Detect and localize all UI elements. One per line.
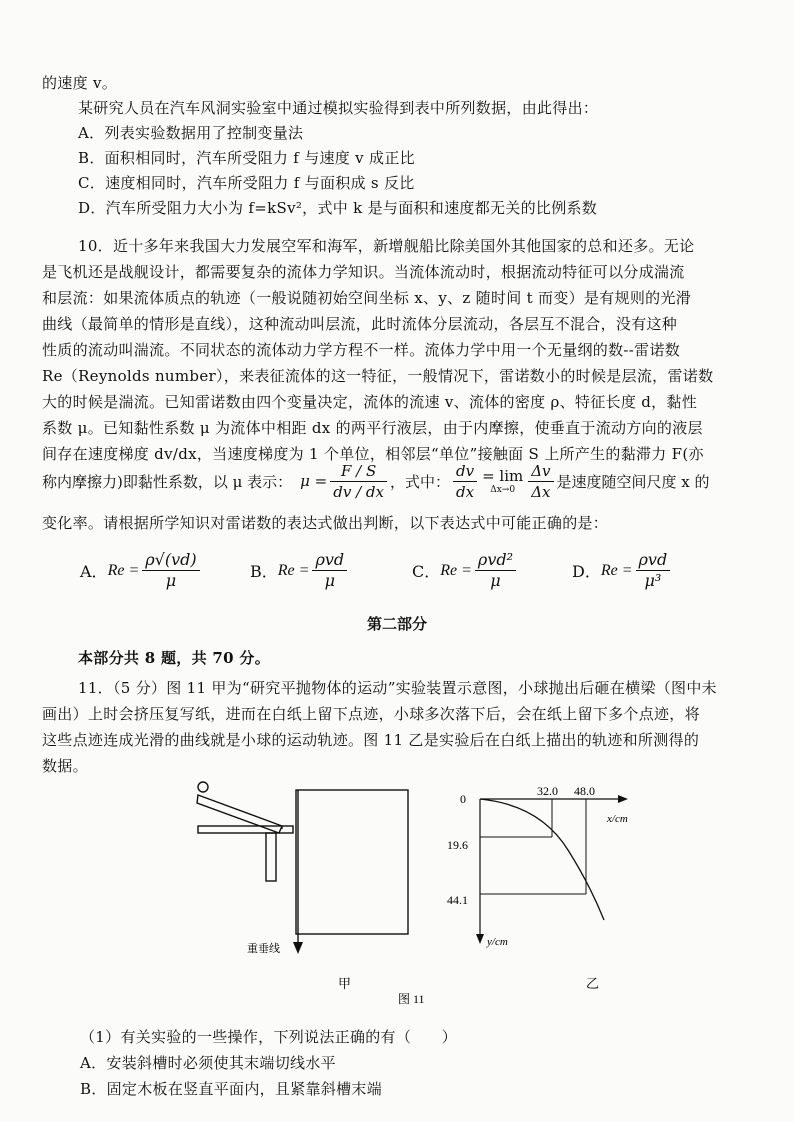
q10-line-6: Re（Reynolds number），来表征流体的这一特征，一般情况下，雷诺数小的时候是层流，雷诺数 — [42, 367, 714, 385]
slope-chute — [197, 795, 282, 833]
part2-title: 第二部分 — [366, 615, 427, 633]
q10-line-3: 和层流：如果流体质点的轨迹（一般说随初始空间坐标 x、y、z 随时间 t 而变）是有规则的光滑 — [42, 289, 692, 307]
part2-subtitle: 本部分共 8 题，共 70 分。 — [78, 649, 271, 667]
q10-f1-denominator: dv / dx — [333, 482, 384, 501]
answer-denominator: μ — [165, 571, 177, 590]
q10-answer-a — [80, 550, 203, 591]
answer-numerator: ρvd — [636, 550, 671, 571]
q10-formula-suffix: 是速度随空间尺度 x 的 — [556, 472, 710, 491]
q10-formula-prefix: 称内摩擦力)即黏性系数，以 μ 表示： — [42, 472, 293, 491]
answer-numerator: ρ√(vd) — [142, 550, 199, 571]
answer-label: D． — [572, 562, 601, 581]
answer-denominator: μ — [324, 571, 335, 590]
q10-f1-numerator: F / S — [330, 461, 387, 482]
apparatus-diagram — [197, 782, 408, 945]
x-tick-32: 32.0 — [537, 784, 558, 798]
trajectory-graph — [480, 799, 622, 938]
q10-lim-sub: Δx→0 — [490, 485, 516, 495]
q10-f3-numerator: Δv — [528, 461, 553, 482]
answer-denominator: μ³ — [644, 571, 662, 590]
answer-label: C． — [412, 562, 441, 581]
answer-denominator: μ — [490, 571, 501, 590]
q9-option-c: C．速度相同时，汽车所受阻力 f 与面积成 s 反比 — [78, 174, 415, 192]
q11-line-1: 11．（5 分）图 11 甲为“研究平抛物体的运动”实验装置示意图，小球抛出后砸在横梁（图中未 — [78, 679, 717, 697]
q11-line-4: 数据。 — [42, 757, 88, 775]
q11-sub1-option-a: A．安装斜槽时必须使其末端切线水平 — [80, 1054, 336, 1072]
q11-sub1: （1）有关实验的一些操作，下列说法正确的有（ ） — [80, 1028, 458, 1046]
q10-answer-d — [572, 550, 673, 591]
q11-line-2: 画出）上时会挤压复写纸，进而在白纸上留下点迹，小球多次落下后，会在纸上留下多个点迹，将 — [42, 705, 700, 723]
x-tick-48: 48.0 — [574, 784, 595, 798]
q10-line-5: 性质的流动叫湍流。不同状态的流体动力学方程不一样。流体力学中用一个无量纲的数--雷诺数 — [42, 341, 681, 359]
answer-lhs: Re = — [440, 561, 472, 579]
q10-mu-eq: μ = — [300, 472, 328, 490]
board — [296, 790, 408, 934]
q9-option-b: B．面积相同时，汽车所受阻力 f 与速度 v 成正比 — [78, 149, 415, 167]
q9-stem: 某研究人员在汽车风洞实验室中通过模拟实验得到表中所列数据，由此得出： — [78, 99, 599, 117]
x-axis-label: x/cm — [607, 813, 628, 825]
answer-lhs: Re = — [277, 561, 310, 579]
figure-11 — [0, 770, 794, 1015]
q10-answer-b — [250, 550, 350, 591]
y-tick-44-1: 44.1 — [447, 893, 468, 907]
q10-formula-mid: ，式中： — [389, 472, 450, 491]
q10-line-4: 曲线（最简单的情形是直线），这种流动叫层流，此时流体分层流动，各层互不混合，没有这种 — [42, 315, 678, 333]
y-axis-label: y/cm — [487, 936, 508, 948]
left-caption: 甲 — [338, 976, 352, 991]
answer-label: A． — [80, 562, 108, 581]
q10-delta-fraction — [528, 461, 553, 502]
y-arrow-icon — [476, 934, 484, 944]
q10-formula-line — [42, 458, 710, 504]
support-post — [266, 833, 276, 881]
q10-viscosity-fraction — [330, 461, 387, 502]
q10-line-9: 间存在速度梯度 dv/dx，当速度梯度为 1 个单位，相邻层“单位”接触面 S 上所产生的黏滞力 F(亦 — [42, 445, 704, 463]
q10-line-7: 大的时候是湍流。已知雷诺数由四个变量决定，流体的流速 v、流体的密度 ρ、特征长度 d，黏性 — [42, 393, 698, 411]
right-caption: 乙 — [586, 976, 600, 991]
q10-line-2: 是飞机还是战舰设计，都需要复杂的流体力学知识。当流体流动时，根据流动特征可以分成湍流 — [42, 263, 685, 281]
ball-icon — [198, 782, 208, 792]
figure-caption: 图 11 — [398, 992, 425, 1006]
q10-lim-label: = lim — [482, 467, 524, 485]
answer-lhs: Re = — [107, 561, 140, 579]
q10-limit — [482, 467, 523, 495]
q10-f2-numerator: dv — [453, 461, 477, 482]
plumb-label: 重垂线 — [247, 943, 280, 955]
q9-fragment: 的速度 v。 — [42, 74, 118, 92]
plumb-bob-icon — [293, 942, 303, 954]
q10-line-1: 10．近十多年来我国大力发展空军和海军，新增舰船比除美国外其他国家的总和还多。无论 — [78, 237, 695, 255]
answer-lhs: Re = — [600, 561, 633, 579]
answer-label: B． — [250, 562, 278, 581]
answer-fraction — [312, 550, 347, 591]
x-arrow-icon — [618, 795, 628, 803]
q10-last-line: 变化率。请根据所学知识对雷诺数的表达式做出判断，以下表达式中可能正确的是： — [42, 514, 609, 532]
q10-line-8: 系数 μ。已知黏性系数 μ 为流体中相距 dx 的两平行液层，由于内摩擦，使垂直于流动方向的液层 — [42, 419, 703, 437]
q11-sub1-option-b: B．固定木板在竖直平面内，且紧靠斜槽末端 — [80, 1080, 383, 1098]
answer-fraction — [636, 550, 671, 591]
q9-option-d: D．汽车所受阻力大小为 f=kSv²，式中 k 是与面积和速度都无关的比例系数 — [78, 199, 598, 217]
q10-f3-denominator: Δx — [531, 482, 551, 501]
q11-line-3: 这些点迹连成光滑的曲线就是小球的运动轨迹。图 11 乙是实验后在白纸上描出的轨迹和所测得的 — [42, 731, 700, 749]
answer-numerator: ρvd — [312, 550, 347, 571]
q10-answer-c — [412, 550, 519, 591]
y-tick-19-6: 19.6 — [447, 838, 468, 852]
q9-option-a: A．列表实验数据用了控制变量法 — [78, 124, 304, 142]
answer-fraction — [475, 550, 516, 591]
q10-f2-denominator: dx — [455, 482, 475, 501]
q10-derivative-fraction — [453, 461, 477, 502]
trajectory-curve — [480, 799, 604, 920]
origin-label: 0 — [460, 792, 466, 806]
answer-numerator: ρvd² — [475, 550, 516, 571]
answer-fraction — [142, 550, 199, 591]
